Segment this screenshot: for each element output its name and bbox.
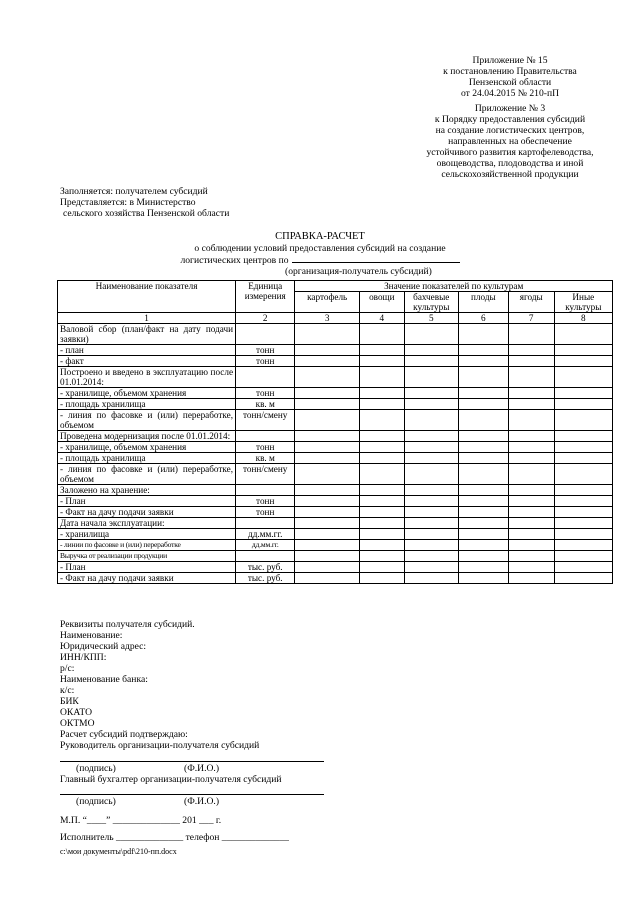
value-cell[interactable] xyxy=(554,367,612,388)
indicator-name: - План xyxy=(58,562,236,573)
indicator-name: - площадь хранилища xyxy=(58,399,236,410)
crop-header: овощи xyxy=(359,292,404,313)
table-row xyxy=(58,485,613,496)
value-cell[interactable] xyxy=(359,356,404,367)
value-cell[interactable] xyxy=(508,540,554,551)
crop-header: плоды xyxy=(458,292,508,313)
title-line2-text: логистических центров по xyxy=(180,255,289,266)
value-cell[interactable] xyxy=(508,485,554,496)
value-cell[interactable] xyxy=(458,485,508,496)
value-cell[interactable] xyxy=(359,573,404,584)
value-cell[interactable] xyxy=(359,496,404,507)
value-cell[interactable] xyxy=(295,367,360,388)
value-cell[interactable] xyxy=(458,540,508,551)
table-row xyxy=(58,399,613,410)
value-cell[interactable] xyxy=(404,464,458,485)
value-cell[interactable] xyxy=(554,453,612,464)
value-cell[interactable] xyxy=(554,485,612,496)
indicator-unit: тонн xyxy=(236,356,295,367)
indicator-name: - план xyxy=(58,345,236,356)
value-cell[interactable] xyxy=(554,540,612,551)
indicator-unit: дд.мм.гг. xyxy=(236,540,295,551)
value-cell[interactable] xyxy=(359,540,404,551)
value-cell[interactable] xyxy=(458,518,508,529)
indicator-name: Построено и введено в эксплуатацию после 01.01.2014: xyxy=(58,367,236,388)
org-caption: (организация-получатель субсидий) xyxy=(285,266,432,277)
value-cell[interactable] xyxy=(404,399,458,410)
value-cell[interactable] xyxy=(359,388,404,399)
requisite-line: Наименование банка: xyxy=(60,674,148,685)
value-cell[interactable] xyxy=(359,399,404,410)
value-cell[interactable] xyxy=(404,442,458,453)
indicator-name: - линии по фасовке и (или) переработке xyxy=(58,540,236,551)
indicator-unit: дд.мм.гг. xyxy=(236,529,295,540)
value-cell[interactable] xyxy=(508,431,554,442)
value-cell[interactable] xyxy=(404,356,458,367)
value-cell[interactable] xyxy=(404,573,458,584)
head-fio-caption: (Ф.И.О.) xyxy=(184,763,220,774)
value-cell[interactable] xyxy=(404,529,458,540)
value-cell[interactable] xyxy=(404,345,458,356)
indicator-unit: тонн xyxy=(236,507,295,518)
value-cell[interactable] xyxy=(458,551,508,562)
indicator-unit xyxy=(236,324,295,345)
value-cell[interactable] xyxy=(359,518,404,529)
table-row xyxy=(58,464,613,485)
indicator-unit xyxy=(236,518,295,529)
appendix-3-line: к Порядку предоставления субсидий xyxy=(434,114,586,125)
indicator-unit: тонн xyxy=(236,345,295,356)
value-cell[interactable] xyxy=(295,345,360,356)
value-cell[interactable] xyxy=(359,453,404,464)
requisite-line: Наименование: xyxy=(60,630,123,641)
value-cell[interactable] xyxy=(295,442,360,453)
value-cell[interactable] xyxy=(404,388,458,399)
stamp-date-line: М.П. “____” ______________ 201 ___ г. xyxy=(60,815,222,826)
value-cell[interactable] xyxy=(458,496,508,507)
value-cell[interactable] xyxy=(508,464,554,485)
appendix-3-line: на создание логистических центров, xyxy=(435,125,585,136)
value-cell[interactable] xyxy=(508,388,554,399)
title-main: СПРАВКА-РАСЧЕТ xyxy=(275,231,365,242)
value-cell[interactable] xyxy=(404,507,458,518)
value-cell[interactable] xyxy=(295,485,360,496)
value-cell[interactable] xyxy=(554,388,612,399)
document-title xyxy=(60,231,580,277)
appendix-15 xyxy=(392,55,628,99)
value-cell[interactable] xyxy=(295,496,360,507)
indicator-name: - Факт на дачу подачи заявки xyxy=(58,507,236,518)
appendix-3-line: сельскохозяйственной продукции xyxy=(441,169,579,180)
table-row xyxy=(58,453,613,464)
value-cell[interactable] xyxy=(508,518,554,529)
value-cell[interactable] xyxy=(458,345,508,356)
column-number: 4 xyxy=(359,313,404,324)
value-cell[interactable] xyxy=(554,496,612,507)
column-number: 1 xyxy=(58,313,236,324)
requisite-line: Руководитель организации-получателя субсидий xyxy=(60,740,260,751)
indicator-unit: тонн xyxy=(236,442,295,453)
header-unit: Единица измерения xyxy=(236,281,295,313)
value-cell[interactable] xyxy=(295,399,360,410)
indicator-name: - линия по фасовке и (или) переработке, объемом xyxy=(58,464,236,485)
indicator-unit: кв. м xyxy=(236,399,295,410)
value-cell[interactable] xyxy=(295,410,360,431)
value-cell[interactable] xyxy=(554,399,612,410)
crop-header: бахчевые культуры xyxy=(404,292,458,313)
value-cell[interactable] xyxy=(404,410,458,431)
value-cell[interactable] xyxy=(508,367,554,388)
accountant-fio-caption: (Ф.И.О.) xyxy=(184,796,220,807)
value-cell[interactable] xyxy=(295,540,360,551)
value-cell[interactable] xyxy=(458,388,508,399)
chief-accountant-label: Главный бухгалтер организации-получателя субсидий xyxy=(60,774,282,785)
value-cell[interactable] xyxy=(508,562,554,573)
value-cell[interactable] xyxy=(359,442,404,453)
value-cell[interactable] xyxy=(458,410,508,431)
value-cell[interactable] xyxy=(295,356,360,367)
value-cell[interactable] xyxy=(554,573,612,584)
indicator-name: - План xyxy=(58,496,236,507)
value-cell[interactable] xyxy=(359,551,404,562)
indicator-unit: тонн/смену xyxy=(236,464,295,485)
table-row xyxy=(58,410,613,431)
indicator-unit: кв. м xyxy=(236,453,295,464)
table-row xyxy=(58,529,613,540)
requisite-line: к/с: xyxy=(60,685,75,696)
table-row xyxy=(58,551,613,562)
requisite-line: р/с: xyxy=(60,663,75,674)
accountant-sig-caption: (подпись) xyxy=(76,796,116,807)
value-cell[interactable] xyxy=(508,573,554,584)
value-cell[interactable] xyxy=(458,464,508,485)
table-row xyxy=(58,388,613,399)
value-cell[interactable] xyxy=(359,485,404,496)
indicator-name: - хранилище, объемом хранения xyxy=(58,442,236,453)
appendix-3-line: Приложение № 3 xyxy=(474,103,546,114)
requisite-line: Юридический адрес: xyxy=(60,641,147,652)
table-row xyxy=(58,367,613,388)
value-cell[interactable] xyxy=(404,485,458,496)
value-cell[interactable] xyxy=(404,562,458,573)
appendix-3-line: направленных на обеспечение xyxy=(448,136,572,147)
value-cell[interactable] xyxy=(554,431,612,442)
table-row xyxy=(58,356,613,367)
crop-header: картофель xyxy=(295,292,360,313)
value-cell[interactable] xyxy=(404,540,458,551)
head-sig-caption: (подпись) xyxy=(76,763,116,774)
title-line1: о соблюдении условий предоставления субсидий на создание xyxy=(194,243,446,254)
value-cell[interactable] xyxy=(295,529,360,540)
column-number: 6 xyxy=(458,313,508,324)
indicator-name: Проведена модернизация после 01.01.2014: xyxy=(58,431,236,442)
crop-header: Иные культуры xyxy=(554,292,612,313)
requisite-line: Расчет субсидий подтверждаю: xyxy=(60,729,188,740)
value-cell[interactable] xyxy=(554,410,612,431)
value-cell[interactable] xyxy=(359,464,404,485)
indicator-name: - хранилище, объемом хранения xyxy=(58,388,236,399)
indicator-name: - хранилища xyxy=(58,529,236,540)
form-meta xyxy=(60,186,360,219)
value-cell[interactable] xyxy=(458,562,508,573)
value-cell[interactable] xyxy=(508,551,554,562)
value-cell[interactable] xyxy=(508,345,554,356)
value-cell[interactable] xyxy=(508,507,554,518)
appendix-3 xyxy=(392,103,628,180)
value-cell[interactable] xyxy=(554,529,612,540)
value-cell[interactable] xyxy=(554,507,612,518)
value-cell[interactable] xyxy=(404,431,458,442)
value-cell[interactable] xyxy=(359,562,404,573)
indicators-table xyxy=(57,280,613,584)
accountant-signature-line xyxy=(60,794,324,795)
value-cell[interactable] xyxy=(554,551,612,562)
value-cell[interactable] xyxy=(404,324,458,345)
column-number: 8 xyxy=(554,313,612,324)
value-cell[interactable] xyxy=(359,324,404,345)
appendix-15-line: от 24.04.2015 № 210-пП xyxy=(460,88,560,99)
requisite-line: ИНН/КПП: xyxy=(60,652,107,663)
requisite-line: ОКАТО xyxy=(60,707,93,718)
recipient-requisites xyxy=(60,619,390,751)
value-cell[interactable] xyxy=(404,496,458,507)
value-cell[interactable] xyxy=(458,431,508,442)
value-cell[interactable] xyxy=(359,345,404,356)
column-number: 3 xyxy=(295,313,360,324)
value-cell[interactable] xyxy=(404,453,458,464)
table-row xyxy=(58,324,613,345)
value-cell[interactable] xyxy=(458,507,508,518)
value-cell[interactable] xyxy=(295,431,360,442)
value-cell[interactable] xyxy=(508,410,554,431)
title-line2 xyxy=(60,254,580,266)
value-cell[interactable] xyxy=(458,356,508,367)
appendix-15-line: Приложение № 15 xyxy=(472,55,548,66)
value-cell[interactable] xyxy=(508,324,554,345)
value-cell[interactable] xyxy=(554,442,612,453)
indicator-name: Дата начала эксплуатации: xyxy=(58,518,236,529)
value-cell[interactable] xyxy=(458,453,508,464)
value-cell[interactable] xyxy=(404,518,458,529)
table-row xyxy=(58,431,613,442)
submitted-to: Представляется: в Министерство xyxy=(60,197,196,208)
value-cell[interactable] xyxy=(359,507,404,518)
header-values: Значение показателей по культурам xyxy=(295,281,613,292)
requisite-line: БИК xyxy=(60,696,79,707)
value-cell[interactable] xyxy=(404,367,458,388)
value-cell[interactable] xyxy=(508,442,554,453)
header-name: Наименование показателя xyxy=(58,281,236,313)
value-cell[interactable] xyxy=(554,464,612,485)
value-cell[interactable] xyxy=(554,518,612,529)
value-cell[interactable] xyxy=(295,573,360,584)
indicator-unit: тыс. руб. xyxy=(236,562,295,573)
indicator-name: - факт xyxy=(58,356,236,367)
value-cell[interactable] xyxy=(458,324,508,345)
appendix-header xyxy=(392,55,628,180)
value-cell[interactable] xyxy=(295,507,360,518)
indicator-name: - площадь хранилища xyxy=(58,453,236,464)
value-cell[interactable] xyxy=(508,453,554,464)
value-cell[interactable] xyxy=(359,529,404,540)
appendix-3-line: устойчивого развития картофелеводства, xyxy=(426,147,594,158)
value-cell[interactable] xyxy=(295,464,360,485)
table-row xyxy=(58,518,613,529)
value-cell[interactable] xyxy=(404,551,458,562)
column-number: 2 xyxy=(236,313,295,324)
org-name-blank xyxy=(292,254,460,263)
column-number: 7 xyxy=(508,313,554,324)
value-cell[interactable] xyxy=(508,529,554,540)
requisite-line: ОКТМО xyxy=(60,718,95,729)
submitted-to-2: сельского хозяйства Пензенской области xyxy=(63,208,230,219)
indicator-unit xyxy=(236,551,295,562)
indicator-name: - Факт на дачу подачи заявки xyxy=(58,573,236,584)
value-cell[interactable] xyxy=(554,356,612,367)
table-row xyxy=(58,442,613,453)
indicator-unit: тонн xyxy=(236,496,295,507)
value-cell[interactable] xyxy=(295,324,360,345)
table-row xyxy=(58,345,613,356)
value-cell[interactable] xyxy=(295,551,360,562)
value-cell[interactable] xyxy=(295,388,360,399)
value-cell[interactable] xyxy=(508,356,554,367)
head-signature-line xyxy=(60,761,324,762)
appendix-3-line: овощеводства, плодоводства и иной xyxy=(436,158,584,169)
table-row xyxy=(58,540,613,551)
value-cell[interactable] xyxy=(458,399,508,410)
value-cell[interactable] xyxy=(554,562,612,573)
indicator-name: Валовой сбор (план/факт на дату подачи заявки) xyxy=(58,324,236,345)
value-cell[interactable] xyxy=(359,431,404,442)
value-cell[interactable] xyxy=(458,573,508,584)
indicator-unit xyxy=(236,485,295,496)
column-number: 5 xyxy=(404,313,458,324)
value-cell[interactable] xyxy=(359,410,404,431)
value-cell[interactable] xyxy=(295,518,360,529)
value-cell[interactable] xyxy=(295,453,360,464)
requisite-line: Реквизиты получателя субсидий. xyxy=(60,619,195,630)
value-cell[interactable] xyxy=(458,442,508,453)
value-cell[interactable] xyxy=(458,367,508,388)
table-row xyxy=(58,507,613,518)
executor-line: Исполнитель ______________ телефон ______________ xyxy=(60,832,289,843)
file-path: c:\мои документы\pdf\210-пп.docx xyxy=(60,847,177,856)
indicator-unit xyxy=(236,431,295,442)
value-cell[interactable] xyxy=(508,399,554,410)
filled-by: Заполняется: получателем субсидий xyxy=(60,186,208,197)
indicator-name: - линия по фасовке и (или) переработке, объемом xyxy=(58,410,236,431)
indicator-name: Выручка от реализации продукции xyxy=(58,551,236,562)
table-row xyxy=(58,496,613,507)
indicator-name: Заложено на хранение: xyxy=(58,485,236,496)
table-row xyxy=(58,562,613,573)
indicator-unit: тонн xyxy=(236,388,295,399)
table-row xyxy=(58,573,613,584)
indicator-unit xyxy=(236,367,295,388)
indicator-unit: тонн/смену xyxy=(236,410,295,431)
appendix-15-line: к постановлению Правительства xyxy=(443,66,577,77)
value-cell[interactable] xyxy=(359,367,404,388)
value-cell[interactable] xyxy=(295,562,360,573)
indicator-unit: тыс. руб. xyxy=(236,573,295,584)
value-cell[interactable] xyxy=(508,496,554,507)
crop-header: ягоды xyxy=(508,292,554,313)
value-cell[interactable] xyxy=(458,529,508,540)
value-cell[interactable] xyxy=(554,324,612,345)
appendix-15-line: Пензенской области xyxy=(468,77,552,88)
value-cell[interactable] xyxy=(554,345,612,356)
